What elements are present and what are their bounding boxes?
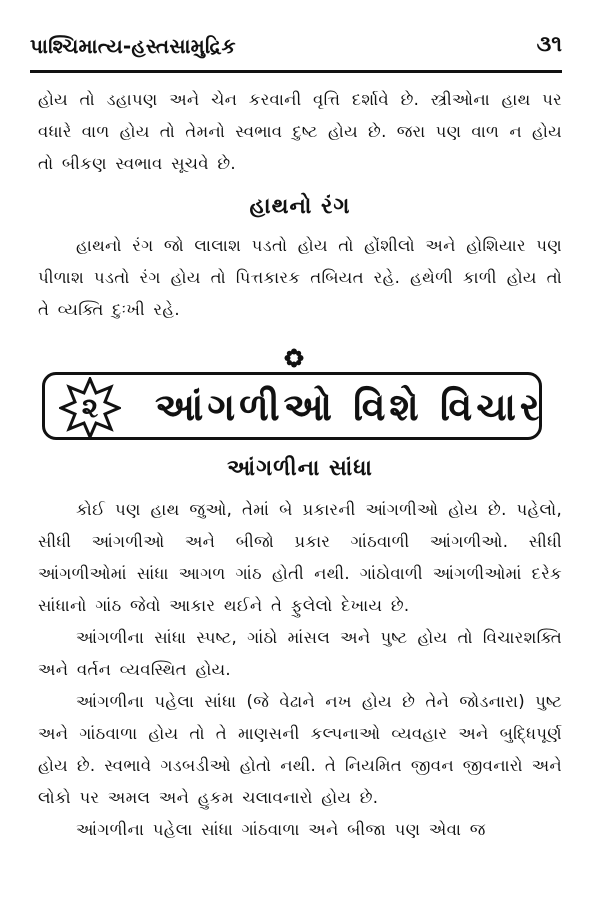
joints-paragraph-4: આંગળીના પહેલા સાંધા ગાંઠવાળા અને બીજા પણ એવા જ xyxy=(76,820,486,839)
intro-text xyxy=(38,84,562,180)
chapter-number: ૨ xyxy=(81,391,99,424)
hand-color-text xyxy=(38,230,562,326)
joints-paragraph-1: કોઈ પણ હાથ જુઓ, તેમાં બે પ્રકારની આંગળીઓ હોય છે. પહેલો, સીધી આંગળીઓ અને બીજો પ્રકાર ગાંઠવાળી આંગળીઓ. સીધી આંગળીઓમાં સાંધા આગળ ગાંઠ હોતી નથી. ગાંઠોવાળી આંગળીઓમાં દરેક સાંધાનો ગાંઠ જેવો આકાર થઈને તે ફુલેલો દેખાય છે. xyxy=(38,500,562,615)
hand-color-paragraph: હાથનો રંગ જો લાલાશ પડતો હોય તો હોંશીલો અને હોશિયાર પણ પીળાશ પડતો રંગ હોય તો પિત્તકારક તબિયત રહે. હથેળી કાળી હોય તો તે વ્યક્તિ દુઃખી રહે. xyxy=(38,236,562,319)
joints-paragraph-2: આંગળીના સાંધા સ્પષ્ટ, ગાંઠો માંસલ અને પુષ્ટ હોય તો વિચારશક્તિ અને વર્તન વ્યવસ્થિત હોય. xyxy=(38,628,562,679)
page-header xyxy=(30,26,562,73)
page-number: ૩૧ xyxy=(536,32,562,57)
flower-ornament-icon xyxy=(284,348,304,368)
joints-paragraph-3: આંગળીના પહેલા સાંધા (જે વેઢાને નખ હોય છે તેને જોડનારા) પુષ્ટ અને ગાંઠવાળા હોય તો તે માણસની કલ્પનાઓ વ્યવહાર અને બુદ્ધિપૂર્ણ હોય છે. સ્વભાવે ગડબડીઓ હોતો નથી. તે નિયમિત જીવન જીવનારો અને લોકો પર અમલ અને હુકમ ચલાવનારો હોય છે. xyxy=(38,692,562,807)
chapter-number-badge xyxy=(59,377,121,439)
finger-joints-text xyxy=(38,494,562,846)
section-heading-finger-joints: આંગળીના સાંધા xyxy=(227,456,373,481)
chapter-title: આંગળીઓ વિશે વિચાર xyxy=(155,385,544,429)
section-heading-hand-color: હાથનો રંગ xyxy=(249,194,351,219)
running-title: પાશ્ચિમાત્ય-હસ્તસામુદ્રિક xyxy=(30,34,236,58)
intro-paragraph: હોય તો ડહાપણ અને ચેન કરવાની વૃત્તિ દર્શાવે છે. સ્ત્રીઓના હાથ પર વધારે વાળ હોય તો તેમનો સ્વભાવ દુષ્ટ હોય છે. જરા પણ વાળ ન હોય તો બીકણ સ્વભાવ સૂચવે છે. xyxy=(38,90,562,173)
chapter-title-box xyxy=(42,372,542,440)
